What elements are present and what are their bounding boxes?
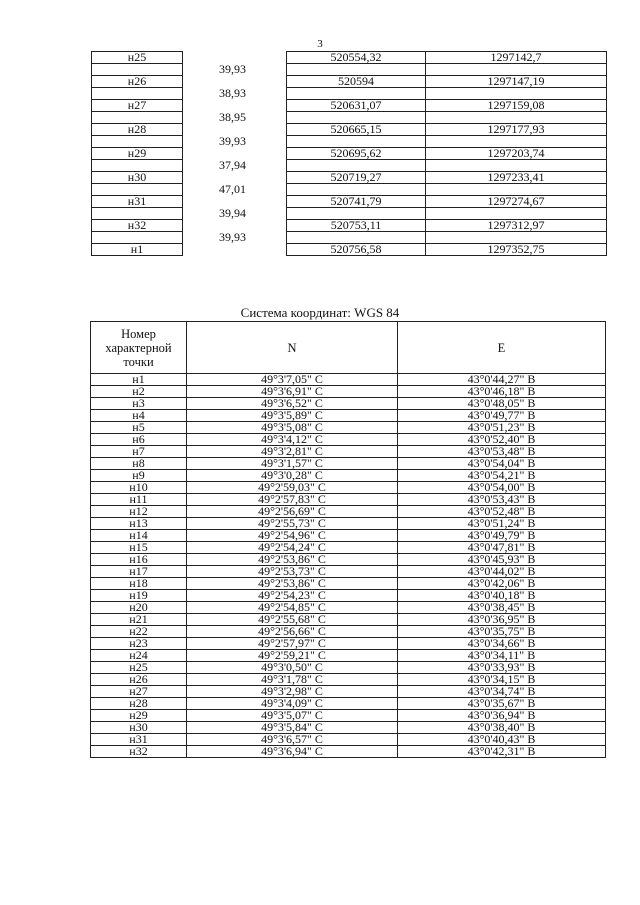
x-cell: 520665,15 [287,124,426,136]
point-cell: н6 [91,434,187,446]
table-row [92,76,607,88]
table-row [92,220,607,232]
point-cell: н8 [91,458,187,470]
n-cell: 49°3'6,52" С [187,398,398,410]
point-cell: н28 [92,124,183,136]
point-cell: н17 [91,566,187,578]
e-cell: 43°0'34,66" В [398,638,606,650]
e-cell: 43°0'51,23" В [398,422,606,434]
n-cell: 49°2'54,23" С [187,590,398,602]
e-cell: 43°0'44,27" В [398,374,606,386]
distance-cell: 38,93 [183,88,287,100]
point-cell: н23 [91,638,187,650]
n-cell: 49°2'55,73" С [187,518,398,530]
header-e: E [398,322,606,374]
y-cell: 1297352,75 [426,244,607,256]
n-cell: 49°3'7,05" С [187,374,398,386]
distance-cell: 47,01 [183,184,287,196]
point-cell: н26 [91,674,187,686]
e-cell: 43°0'46,18" В [398,386,606,398]
point-cell: н25 [91,662,187,674]
e-cell: 43°0'54,21" В [398,470,606,482]
e-cell: 43°0'33,93" В [398,662,606,674]
n-cell: 49°3'5,08" С [187,422,398,434]
coordinates-table-wgs84 [90,321,606,758]
distance-cell: 39,93 [183,64,287,76]
n-cell: 49°3'6,94" С [187,746,398,758]
e-cell: 43°0'54,04" В [398,458,606,470]
point-cell: н1 [92,244,183,256]
n-cell: 49°2'54,96" С [187,530,398,542]
e-cell: 43°0'36,95" В [398,614,606,626]
point-cell: н26 [92,76,183,88]
n-cell: 49°3'2,81" С [187,446,398,458]
x-cell: 520695,62 [287,148,426,160]
table-row [92,244,607,256]
point-cell: н13 [91,518,187,530]
table-row [92,196,607,208]
point-cell: н32 [92,220,183,232]
point-cell: н2 [91,386,187,398]
e-cell: 43°0'35,75" В [398,626,606,638]
point-cell: н30 [92,172,183,184]
point-cell: н19 [91,590,187,602]
n-cell: 49°2'55,68" С [187,614,398,626]
distance-cell: 37,94 [183,160,287,172]
point-cell: н21 [91,614,187,626]
e-cell: 43°0'42,31" В [398,746,606,758]
coordinate-system-caption: Система координат: WGS 84 [240,305,400,320]
header-n: N [187,322,398,374]
y-cell: 1297177,93 [426,124,607,136]
table-row [92,100,607,112]
x-cell: 520756,58 [287,244,426,256]
point-cell: н12 [91,506,187,518]
point-cell: н20 [91,602,187,614]
e-cell: 43°0'38,45" В [398,602,606,614]
point-cell: н28 [91,698,187,710]
point-cell: н27 [91,686,187,698]
point-cell: н9 [91,470,187,482]
point-cell: н15 [91,542,187,554]
e-cell: 43°0'40,18" В [398,590,606,602]
distance-cell: 39,94 [183,208,287,220]
e-cell: 43°0'49,79" В [398,530,606,542]
e-cell: 43°0'49,77" В [398,410,606,422]
n-cell: 49°3'5,89" С [187,410,398,422]
point-cell: н30 [91,722,187,734]
y-cell: 1297147,19 [426,76,607,88]
page-number: 3 [317,38,323,50]
y-cell: 1297142,7 [426,52,607,64]
table-row [92,148,607,160]
e-cell: 43°0'35,67" В [398,698,606,710]
point-cell: н16 [91,554,187,566]
n-cell: 49°2'56,66" С [187,626,398,638]
table-row [91,746,606,758]
point-cell: н31 [92,196,183,208]
n-cell: 49°3'0,28" С [187,470,398,482]
table-row [92,172,607,184]
table-header-row [91,322,606,374]
n-cell: 49°2'57,83" С [187,494,398,506]
y-cell: 1297233,41 [426,172,607,184]
n-cell: 49°3'0,50" С [187,662,398,674]
e-cell: 43°0'34,15" В [398,674,606,686]
point-cell: н18 [91,578,187,590]
point-cell: н11 [91,494,187,506]
point-cell: н22 [91,626,187,638]
point-cell: н25 [92,52,183,64]
y-cell: 1297159,08 [426,100,607,112]
e-cell: 43°0'52,48" В [398,506,606,518]
e-cell: 43°0'48,05" В [398,398,606,410]
x-cell: 520594 [287,76,426,88]
y-cell: 1297203,74 [426,148,607,160]
point-cell: н7 [91,446,187,458]
point-cell: н29 [92,148,183,160]
e-cell: 43°0'47,81" В [398,542,606,554]
y-cell: 1297312,97 [426,220,607,232]
e-cell: 43°0'54,00" В [398,482,606,494]
table-row [92,124,607,136]
x-cell: 520753,11 [287,220,426,232]
point-cell: н31 [91,734,187,746]
n-cell: 49°3'4,12" С [187,434,398,446]
n-cell: 49°3'5,07" С [187,710,398,722]
n-cell: 49°3'6,57" С [187,734,398,746]
coordinates-table-wgs84-body [91,374,606,758]
e-cell: 43°0'53,43" В [398,494,606,506]
x-cell: 520554,32 [287,52,426,64]
point-cell: н10 [91,482,187,494]
point-cell: н4 [91,410,187,422]
point-cell: н3 [91,398,187,410]
n-cell: 49°3'4,09" С [187,698,398,710]
coordinates-table-msk [91,51,607,256]
n-cell: 49°3'2,98" С [187,686,398,698]
e-cell: 43°0'34,74" В [398,686,606,698]
distance-cell [183,244,287,256]
point-cell: н1 [91,374,187,386]
point-cell: н5 [91,422,187,434]
header-point-number: Номер характерной точки [91,322,187,374]
n-cell: 49°3'1,57" С [187,458,398,470]
n-cell: 49°2'56,69" С [187,506,398,518]
point-cell: н27 [92,100,183,112]
y-cell: 1297274,67 [426,196,607,208]
point-cell: н14 [91,530,187,542]
e-cell: 43°0'51,24" В [398,518,606,530]
point-cell: н29 [91,710,187,722]
n-cell: 49°2'59,21" С [187,650,398,662]
e-cell: 43°0'36,94" В [398,710,606,722]
e-cell: 43°0'34,11" В [398,650,606,662]
n-cell: 49°2'53,86" С [187,554,398,566]
e-cell: 43°0'42,06" В [398,578,606,590]
distance-cell: 39,93 [183,136,287,148]
point-cell: н32 [91,746,187,758]
coordinates-table-msk-body [92,52,607,256]
x-cell: 520741,79 [287,196,426,208]
n-cell: 49°2'53,86" С [187,578,398,590]
n-cell: 49°2'54,24" С [187,542,398,554]
n-cell: 49°2'59,03" С [187,482,398,494]
distance-cell: 39,93 [183,232,287,244]
e-cell: 43°0'52,40" В [398,434,606,446]
x-cell: 520719,27 [287,172,426,184]
x-cell: 520631,07 [287,100,426,112]
n-cell: 49°2'54,85" С [187,602,398,614]
n-cell: 49°2'53,73" С [187,566,398,578]
e-cell: 43°0'44,02" В [398,566,606,578]
n-cell: 49°3'5,84" С [187,722,398,734]
point-cell: н24 [91,650,187,662]
n-cell: 49°3'1,78" С [187,674,398,686]
table-row [92,52,607,64]
distance-cell: 38,95 [183,112,287,124]
n-cell: 49°2'57,97" С [187,638,398,650]
e-cell: 43°0'38,40" В [398,722,606,734]
e-cell: 43°0'53,48" В [398,446,606,458]
e-cell: 43°0'45,93" В [398,554,606,566]
e-cell: 43°0'40,43" В [398,734,606,746]
n-cell: 49°3'6,91" С [187,386,398,398]
